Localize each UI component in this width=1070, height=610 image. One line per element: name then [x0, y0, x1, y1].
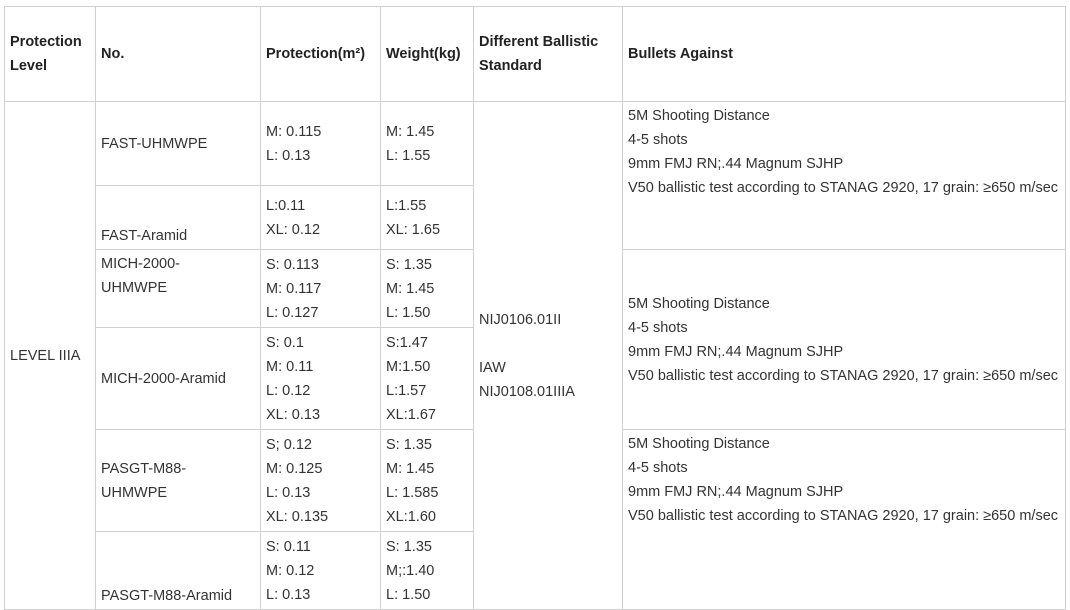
protection-cell: L:0.11 XL: 0.12 — [261, 186, 381, 250]
model-cell: PASGT-M88-Aramid — [96, 532, 261, 610]
header-bullets-against: Bullets Against — [623, 7, 1066, 102]
header-ballistic-standard: Different Ballistic Standard — [474, 7, 623, 102]
model-cell: MICH-2000- UHMWPE — [96, 250, 261, 328]
weight-cell: S: 1.35 M: 1.45 L: 1.50 — [381, 250, 474, 328]
standard-line: NIJ0108.01IIIA — [479, 383, 575, 400]
helmet-spec-table — [4, 6, 1066, 610]
model-cell: PASGT-M88- UHMWPE — [96, 430, 261, 532]
header-no: No. — [96, 7, 261, 102]
table-row — [5, 102, 1066, 186]
weight-cell: S:1.47 M:1.50 L:1.57 XL:1.67 — [381, 328, 474, 430]
model-cell: MICH-2000-Aramid — [96, 328, 261, 430]
bullets-against-cell: 5M Shooting Distance 4-5 shots 9mm FMJ RN;.44 Magnum SJHP V50 ballistic test according to STANAG 2920, 17 grain: ≥650 m/sec — [623, 250, 1066, 430]
bullets-against-cell: 5M Shooting Distance 4-5 shots 9mm FMJ RN;.44 Magnum SJHP V50 ballistic test according to STANAG 2920, 17 grain: ≥650 m/sec — [623, 430, 1066, 610]
ballistic-standard-cell — [474, 102, 623, 610]
header-row — [5, 7, 1066, 102]
protection-cell: S: 0.11 M: 0.12 L: 0.13 — [261, 532, 381, 610]
model-cell: FAST-UHMWPE — [96, 102, 261, 186]
protection-cell: S; 0.12 M: 0.125 L: 0.13 XL: 0.135 — [261, 430, 381, 532]
bullets-against-cell: 5M Shooting Distance 4-5 shots 9mm FMJ RN;.44 Magnum SJHP V50 ballistic test according to STANAG 2920, 17 grain: ≥650 m/sec — [623, 102, 1066, 250]
standard-spacer — [479, 332, 617, 356]
model-cell: FAST-Aramid — [96, 186, 261, 250]
weight-cell: L:1.55 XL: 1.65 — [381, 186, 474, 250]
weight-cell: S: 1.35 M: 1.45 L: 1.585 XL:1.60 — [381, 430, 474, 532]
weight-cell: S: 1.35 M;:1.40 L: 1.50 — [381, 532, 474, 610]
standard-line: IAW — [479, 359, 506, 376]
weight-cell: M: 1.45 L: 1.55 — [381, 102, 474, 186]
protection-cell: S: 0.1 M: 0.11 L: 0.12 XL: 0.13 — [261, 328, 381, 430]
protection-level-cell: LEVEL IIIA — [5, 102, 96, 610]
header-protection-level: Protection Level — [5, 7, 96, 102]
protection-cell: S: 0.113 M: 0.117 L: 0.127 — [261, 250, 381, 328]
standard-line: NIJ0106.01II — [479, 311, 562, 328]
protection-cell: M: 0.115 L: 0.13 — [261, 102, 381, 186]
header-weight: Weight(kg) — [381, 7, 474, 102]
header-protection: Protection(m²) — [261, 7, 381, 102]
